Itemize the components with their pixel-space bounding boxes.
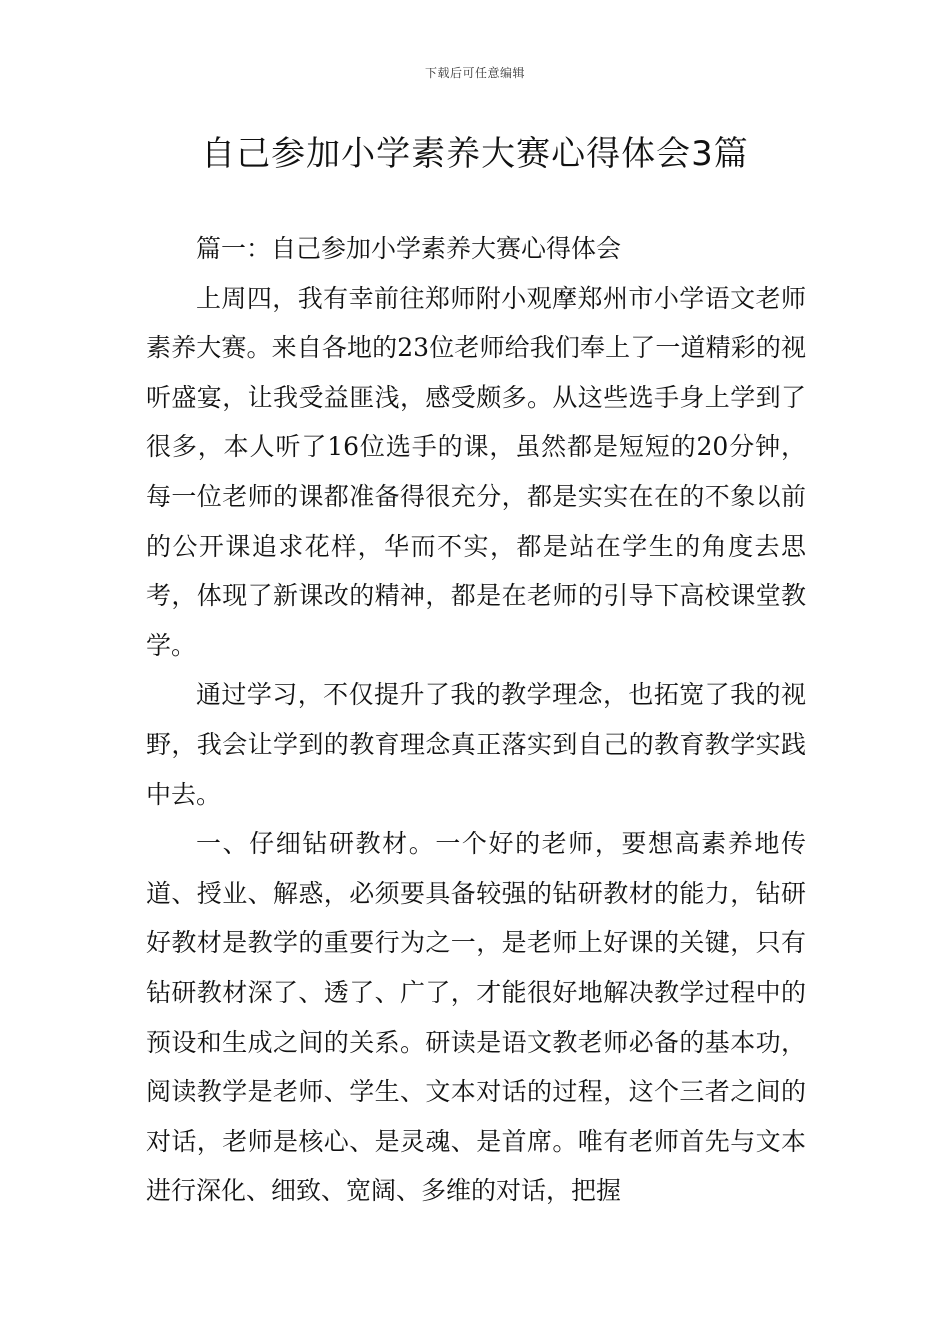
body-paragraph: 通过学习，不仅提升了我的教学理念，也拓宽了我的视野，我会让学到的教育理念真正落实到自己的教育教学实践中去。 — [146, 680, 806, 809]
body-paragraph: 上周四，我有幸前往郑师附小观摩郑州市小学语文老师素养大赛。来自各地的23位老师给我们奉上了一道精彩的视听盛宴，让我受益匪浅，感受颇多。从这些选手身上学到了很多，本人听了16位选手的课，虽然都是短短的20分钟，每一位老师的课都准备得很充分，都是实实在在的不象以前的公开课追求花样，华而不实，都是站在学生的角度去思考，体现了新课改的精神，都是在老师的引导下高校课堂教学。 — [146, 283, 806, 660]
body-paragraph: 一、仔细钻研教材。一个好的老师，要想高素养地传道、授业、解惑，必须要具备较强的钻研教材的能力，钻研好教材是教学的重要行为之一，是老师上好课的关键，只有钻研教材深了、透了、广了，才能很好地解决教学过程中的预设和生成之间的关系。研读是语文教老师必备的基本功，阅读教学是老师、学生、文本对话的过程，这个三者之间的对话，老师是核心、是灵魂、是首席。唯有老师首先与文本进行深化、细致、宽阔、多维的对话，把握 — [146, 829, 806, 1206]
header-note: 下载后可任意编辑 — [424, 66, 525, 80]
document-title: 自己参加小学素养大赛心得体会3篇 — [201, 134, 749, 174]
section-heading: 篇一：自己参加小学素养大赛心得体会 — [196, 234, 622, 263]
document-body — [146, 224, 806, 1216]
